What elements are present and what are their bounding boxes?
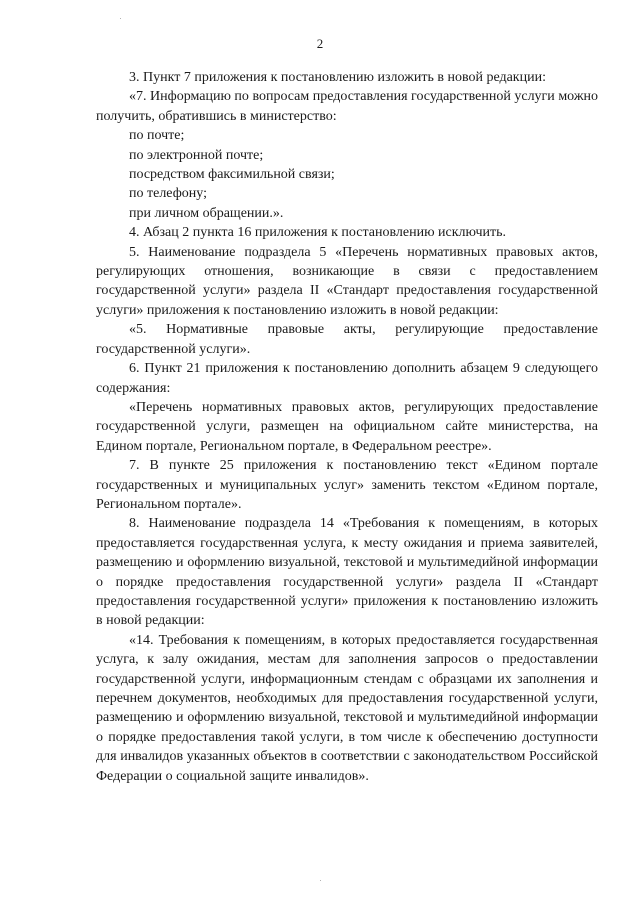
paragraph: «14. Требования к помещениям, в которых предоставляется государственная услуга, к залу ожидания, местам для заполнения запросов о предоставлении государственной услуги, информационным стендам с образцами их заполнения и перечнем документов, необходимых для предоставления государственной услуги, размещению и оформлению визуальной, текстовой и мультимедийной информации о порядке предоставления такой услуги, в том числе к обеспечению доступности для инвалидов указанных объектов в соответствии с законодательством Российской Федерации о социальной защите инвалидов».	[96, 632, 598, 784]
scan-speck	[320, 880, 321, 881]
scan-speck	[120, 18, 121, 19]
paragraph: «Перечень нормативных правовых актов, регулирующих предоставление государственной услуги, размещен на официальном сайте министерства, на Едином портале, Региональном портале, в Федеральном реестре».	[96, 399, 598, 454]
page-number: 2	[316, 36, 324, 51]
paragraph: 4. Абзац 2 пункта 16 приложения к постановлению исключить.	[129, 225, 506, 241]
paragraph: «7. Информацию по вопросам предоставления государственной услуги можно получить, обратившись в министерство:	[96, 89, 598, 124]
paragraph: «5. Нормативные правовые акты, регулирующие предоставление государственной услуги».	[96, 322, 598, 357]
paragraph: 3. Пункт 7 приложения к постановлению изложить в новой редакции:	[129, 70, 546, 85]
paragraph: 6. Пункт 21 приложения к постановлению дополнить абзацем 9 следующего содержания:	[96, 361, 598, 396]
document-body	[96, 68, 598, 786]
list-item: по почте;	[129, 128, 185, 144]
list-item: при личном обращении.».	[129, 205, 284, 221]
list-item: посредством факсимильной связи;	[129, 167, 335, 183]
list-item: по электронной почте;	[129, 147, 264, 163]
paragraph: 8. Наименование подраздела 14 «Требования к помещениям, в которых предоставляется государственная услуга, к месту ожидания и приема заявителей, размещению и оформлению визуальной, текстовой и мультимедийной информации о порядке предоставления государственной услуги» раздела II «Стандарт предоставления государственной услуги» приложения к постановлению изложить в новой редакции:	[96, 516, 598, 629]
paragraph: 5. Наименование подраздела 5 «Перечень нормативных правовых актов, регулирующих отношения, возникающие в связи с предоставлением государственной услуги» раздела II «Стандарт предоставления государственной услуги» приложения к постановлению изложить в новой редакции:	[96, 244, 598, 318]
paragraph: 7. В пункте 25 приложения к постановлению текст «Едином портале государственных и муниципальных услуг» заменить текстом «Едином портале, Региональном портале».	[96, 458, 598, 512]
list-item: по телефону;	[129, 186, 207, 202]
